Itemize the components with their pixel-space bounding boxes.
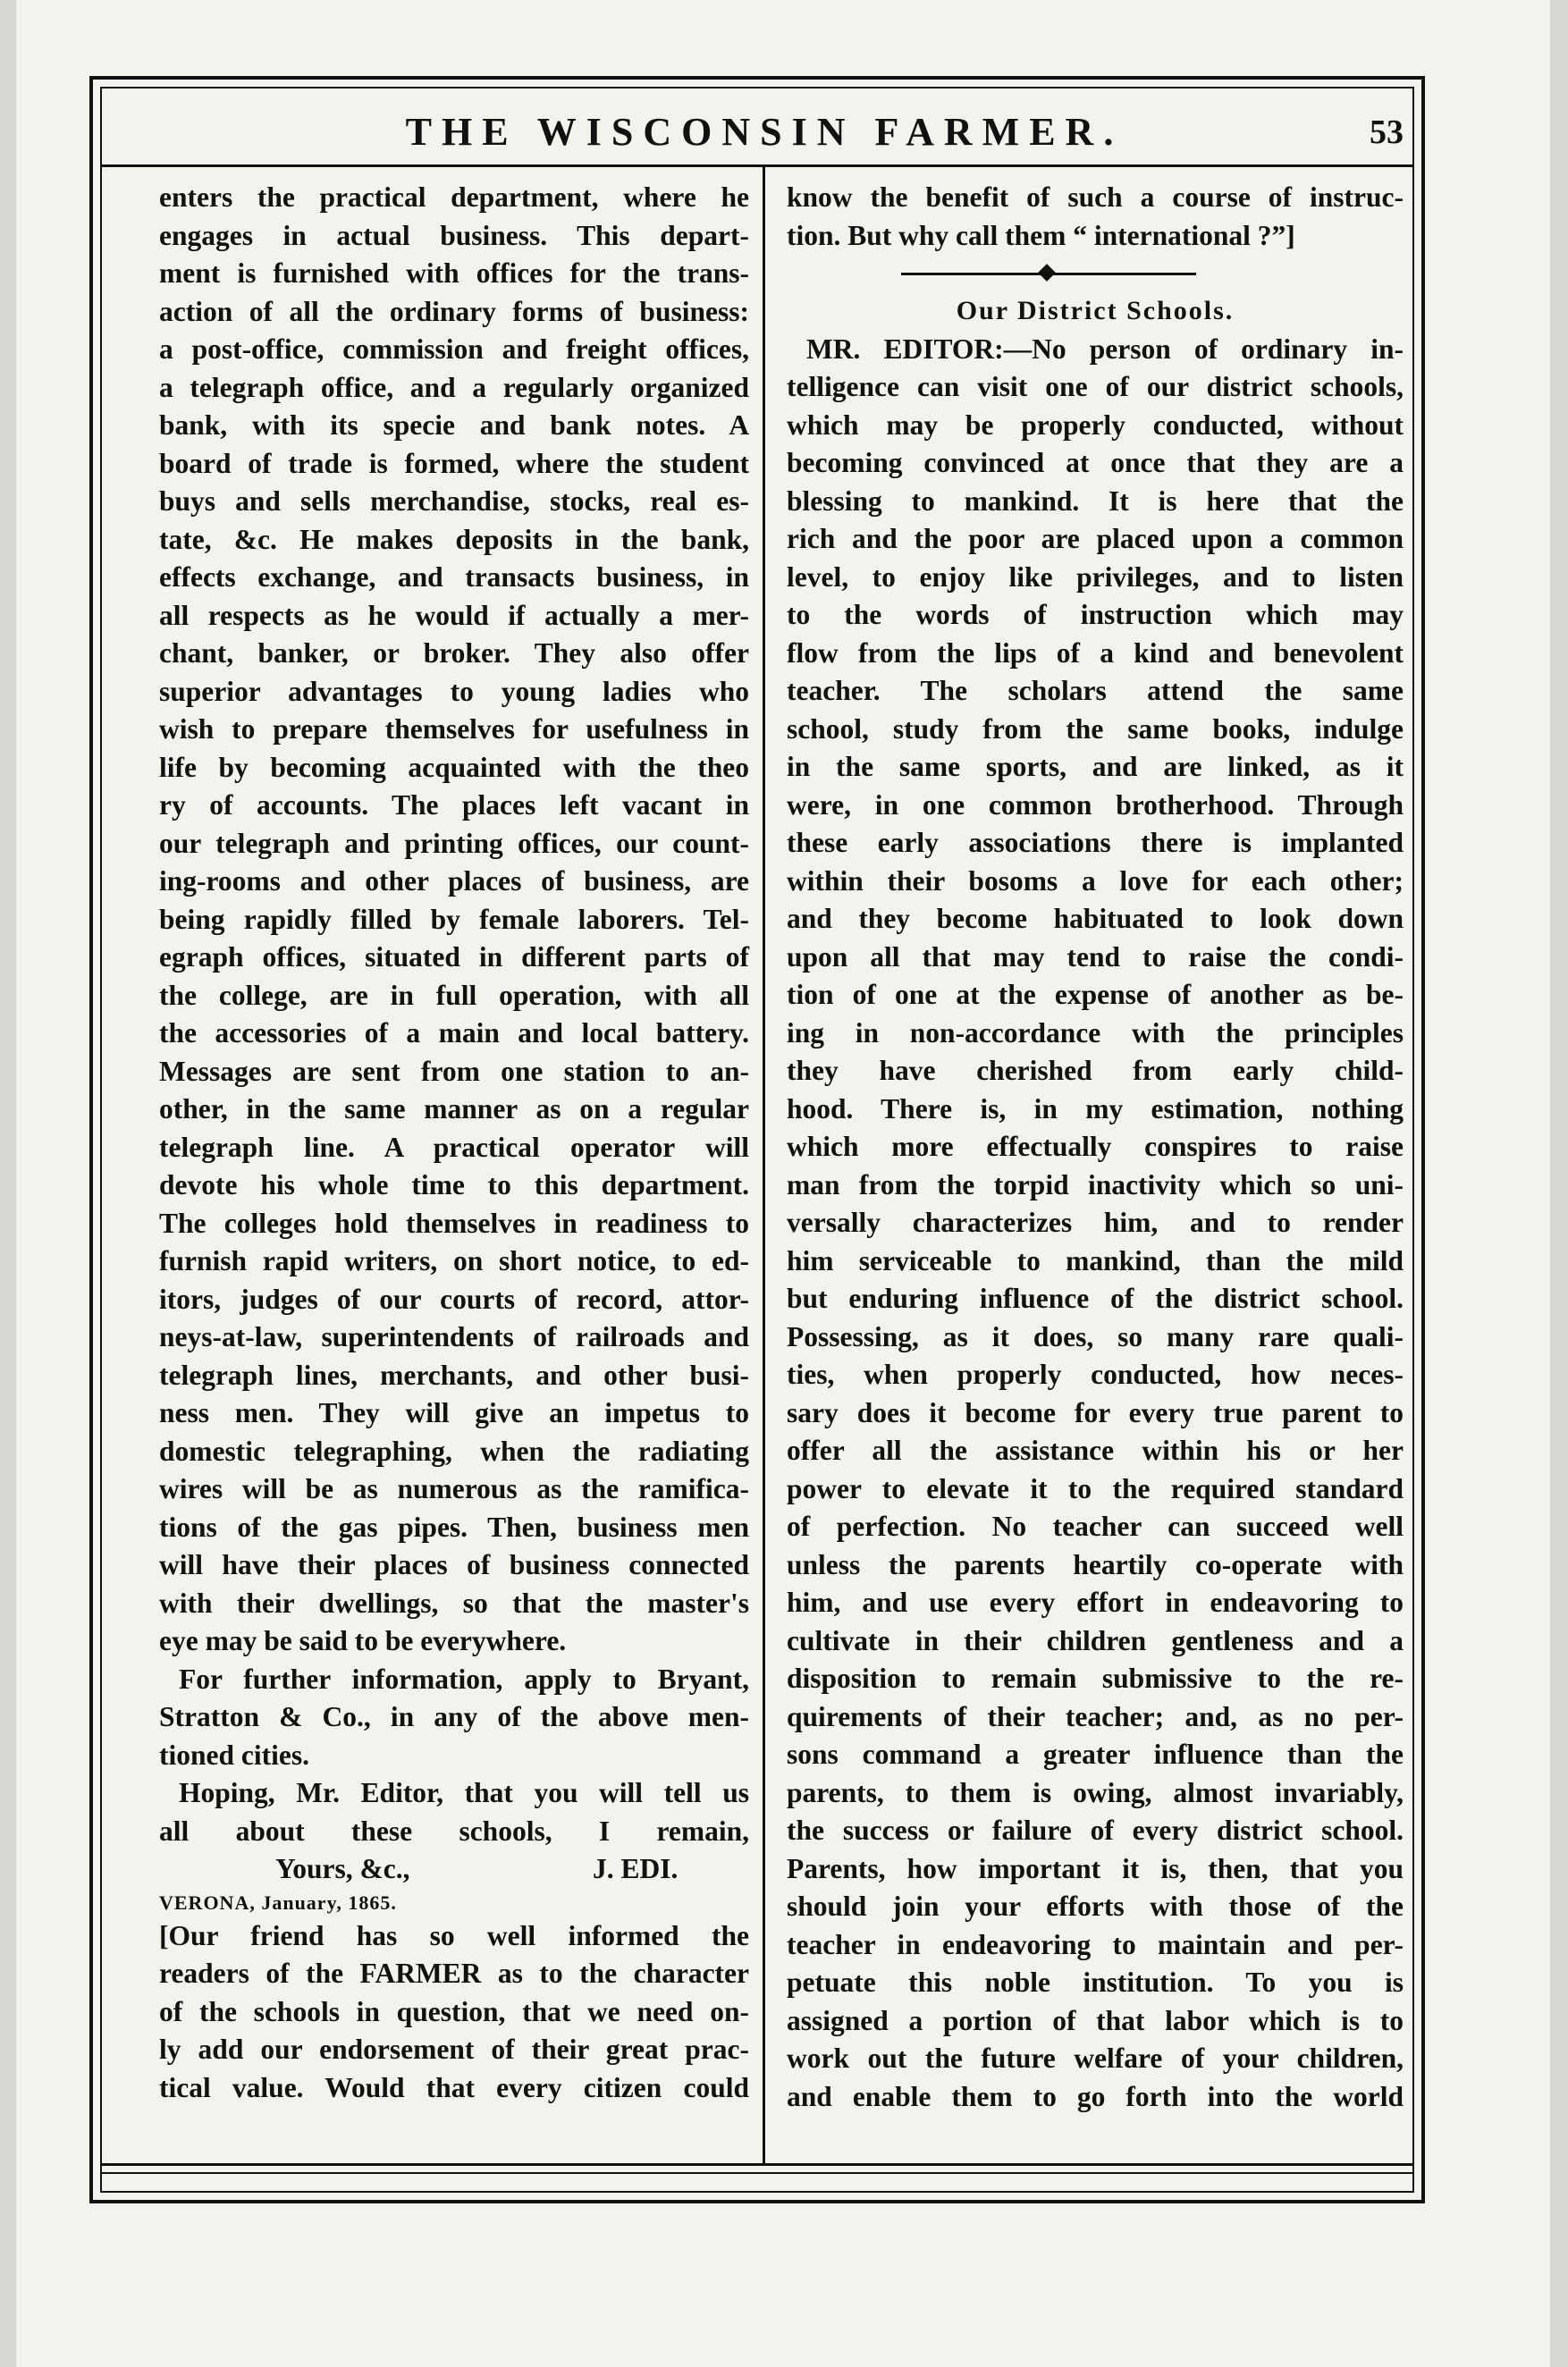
text-line: The colleges hold themselves in readiness to <box>159 1207 749 1239</box>
section-divider <box>787 255 1404 292</box>
text-line: and enable them to go forth into the world <box>787 2080 1404 2112</box>
text-line: these early associations there is implanted <box>787 827 1404 858</box>
text-line: tical value. Would that every citizen could <box>159 2071 749 2103</box>
text-line: domestic telegraphing, when the radiating <box>159 1435 749 1467</box>
text-line: being rapidly filled by female laborers. Tel- <box>159 903 749 935</box>
text-line: sons command a greater influence than the <box>787 1739 1404 1770</box>
text-line: quirements of their teacher; and, as no per- <box>787 1700 1404 1732</box>
text-line: action of all the ordinary forms of business: <box>159 295 749 327</box>
text-line: devote his whole time to this department. <box>159 1169 749 1200</box>
text-line: to the words of instruction which may <box>787 599 1404 630</box>
text-line: will have their places of business connected <box>159 1549 749 1580</box>
text-line: Stratton & Co., in any of the above men- <box>159 1701 749 1732</box>
left-article-body <box>159 179 749 1661</box>
journal-title: THE WISCONSIN FARMER. <box>405 110 1124 154</box>
text-line: which may be properly conducted, without <box>787 409 1404 441</box>
text-line: should join your efforts with those of the <box>787 1891 1404 1922</box>
text-line: school, study from the same books, indulge <box>787 712 1404 745</box>
running-header <box>125 105 1404 159</box>
text-line: level, to enjoy like privileges, and to listen <box>787 560 1404 593</box>
text-line: For further information, apply to Bryant, <box>179 1663 749 1695</box>
further-info-paragraph <box>159 1661 749 1775</box>
section-heading: Our District Schools. <box>956 296 1235 325</box>
text-line: Parents, how important it is, then, that you <box>787 1852 1404 1884</box>
text-line: itors, judges of our courts of record, attor- <box>159 1283 749 1315</box>
text-line: the success or failure of every district school. <box>787 1815 1404 1846</box>
text-line: effects exchange, and transacts business, in <box>159 561 749 593</box>
text-line: versally characterizes him, and to render <box>787 1207 1404 1238</box>
text-line: assigned a portion of that labor which is to <box>787 2004 1404 2036</box>
text-line: blessing to mankind. It is here that the <box>787 484 1404 517</box>
text-line: the accessories of a main and local battery. <box>159 1017 749 1049</box>
text-line: a post-office, commission and freight offices, <box>159 333 749 365</box>
text-line: rich and the poor are placed upon a common <box>787 523 1404 554</box>
text-line: with their dwellings, so that the master's <box>159 1587 749 1619</box>
closing-yours: Yours, &c., <box>275 1853 410 1884</box>
text-line: [Our friend has so well informed the <box>159 1919 749 1951</box>
text-line: all respects as he would if actually a mer- <box>159 599 749 631</box>
text-line: tate, &c. He makes deposits in the bank, <box>159 523 749 555</box>
text-line: of perfection. No teacher can succeed well <box>787 1511 1404 1542</box>
text-line: man from the torpid inactivity which so uni- <box>787 1168 1404 1200</box>
text-line: cultivate in their children gentleness and a <box>787 1624 1404 1656</box>
text-line: him, and use every effort in endeavoring to <box>787 1587 1404 1618</box>
text-line: becoming convinced at once that they are a <box>787 447 1404 478</box>
text-line: him serviceable to mankind, than the mild <box>787 1244 1404 1276</box>
text-line: ry of accounts. The places left vacant in <box>159 789 749 821</box>
text-line: upon all that may tend to raise the condi- <box>787 940 1404 973</box>
column-divider <box>763 166 765 2165</box>
text-line: teacher. The scholars attend the same <box>787 675 1404 706</box>
footer-rule <box>100 2163 1414 2166</box>
text-line: they have cherished from early child- <box>787 1055 1404 1086</box>
text-line: life by becoming acquainted with the theo <box>159 751 749 783</box>
closing-paragraph <box>159 1774 749 1850</box>
text-line: our telegraph and printing offices, our count- <box>159 827 749 859</box>
text-line: telligence can visit one of our district schools, <box>787 371 1404 402</box>
text-line: work out the future welfare of your children, <box>787 2043 1404 2074</box>
text-line: tion of one at the expense of another as be- <box>787 979 1404 1010</box>
text-line: hood. There is, in my estimation, nothing <box>787 1092 1404 1125</box>
text-line: wish to prepare themselves for usefulness in <box>159 713 749 745</box>
left-column <box>159 179 749 2107</box>
text-line: Possessing, as it does, so many rare quali- <box>787 1320 1404 1352</box>
right-column <box>787 179 1404 2116</box>
text-line: other, in the same manner as on a regular <box>159 1093 749 1125</box>
dateline: VERONA, January, 1865. <box>159 1891 397 1914</box>
text-line: neys-at-law, superintendents of railroads and <box>159 1321 749 1352</box>
text-line: which more effectually conspires to raise <box>787 1131 1404 1162</box>
text-line: the college, are in full operation, with all <box>159 979 749 1011</box>
closing-line <box>159 1850 749 1889</box>
divider-ornament <box>1038 264 1056 282</box>
text-line: but enduring influence of the district school. <box>787 1283 1404 1314</box>
district-schools-article <box>787 331 1404 2117</box>
text-line: tion. But why call them “ international ?”] <box>787 219 1295 251</box>
text-line: teacher in endeavoring to maintain and per- <box>787 1928 1404 1960</box>
editor-note <box>159 1917 749 2108</box>
text-line: telegraph line. A practical operator will <box>159 1131 749 1163</box>
text-line: Messages are sent from one station to an- <box>159 1055 749 1087</box>
text-line: engages in actual business. This depart- <box>159 219 749 251</box>
text-line: eye may be said to be everywhere. <box>159 1625 567 1656</box>
text-line: bank, with its specie and bank notes. A <box>159 409 749 441</box>
text-line: ness men. They will give an impetus to <box>159 1397 749 1428</box>
text-line: within their bosoms a love for each other; <box>787 864 1404 897</box>
text-line: of the schools in question, that we need on- <box>159 1995 749 2027</box>
text-line: furnish rapid writers, on short notice, to ed- <box>159 1245 749 1276</box>
text-line: know the benefit of such a course of instruc- <box>787 181 1404 213</box>
text-line: offer all the assistance within his or her <box>787 1435 1404 1466</box>
text-line: board of trade is formed, where the student <box>159 447 749 479</box>
text-line: Hoping, Mr. Editor, that you will tell us <box>179 1777 749 1808</box>
text-line: and they become habituated to look down <box>787 903 1404 934</box>
text-line: in the same sports, and are linked, as it <box>787 751 1404 782</box>
header-rule <box>100 164 1414 167</box>
editor-note-continued <box>787 179 1404 255</box>
text-line: readers of the FARMER as to the character <box>159 1958 749 1989</box>
text-line: MR. EDITOR:—No person of ordinary in- <box>806 333 1404 365</box>
text-line: parents, to them is owing, almost invariably, <box>787 1776 1404 1808</box>
text-line: disposition to remain submissive to the re- <box>787 1663 1404 1694</box>
text-line: ment is furnished with offices for the trans- <box>159 257 749 289</box>
text-line: petuate this noble institution. To you is <box>787 1967 1404 1998</box>
text-line: flow from the lips of a kind and benevolent <box>787 636 1404 669</box>
text-line: ing-rooms and other places of business, are <box>159 865 749 897</box>
text-line: chant, banker, or broker. They also offer <box>159 637 749 669</box>
footer-rule-double <box>100 2172 1414 2174</box>
text-line: unless the parents heartily co-operate with <box>787 1548 1404 1580</box>
text-line: wires will be as numerous as the ramifica- <box>159 1473 749 1504</box>
text-line: power to elevate it to the required standard <box>787 1472 1404 1504</box>
page-number: 53 <box>1370 114 1404 151</box>
text-line: superior advantages to young ladies who <box>159 675 749 707</box>
text-line: were, in one common brotherhood. Through <box>787 788 1404 821</box>
text-line: all about these schools, I remain, <box>159 1815 749 1847</box>
text-line: egraph offices, situated in different parts of <box>159 941 749 973</box>
text-line: enters the practical department, where he <box>159 181 749 213</box>
text-line: buys and sells merchandise, stocks, real es- <box>159 485 749 517</box>
text-line: tions of the gas pipes. Then, business men <box>159 1511 749 1543</box>
text-line: ties, when properly conducted, how neces- <box>787 1359 1404 1390</box>
text-line: tioned cities. <box>159 1739 309 1771</box>
text-line: a telegraph office, and a regularly organized <box>159 371 749 403</box>
text-line: telegraph lines, merchants, and other busi- <box>159 1359 749 1391</box>
signature: J. EDI. <box>593 1853 679 1884</box>
text-line: sary does it become for every true parent to <box>787 1396 1404 1428</box>
text-line: ly add our endorsement of their great prac- <box>159 2034 749 2065</box>
text-line: ing in non-accordance with the principles <box>787 1016 1404 1049</box>
